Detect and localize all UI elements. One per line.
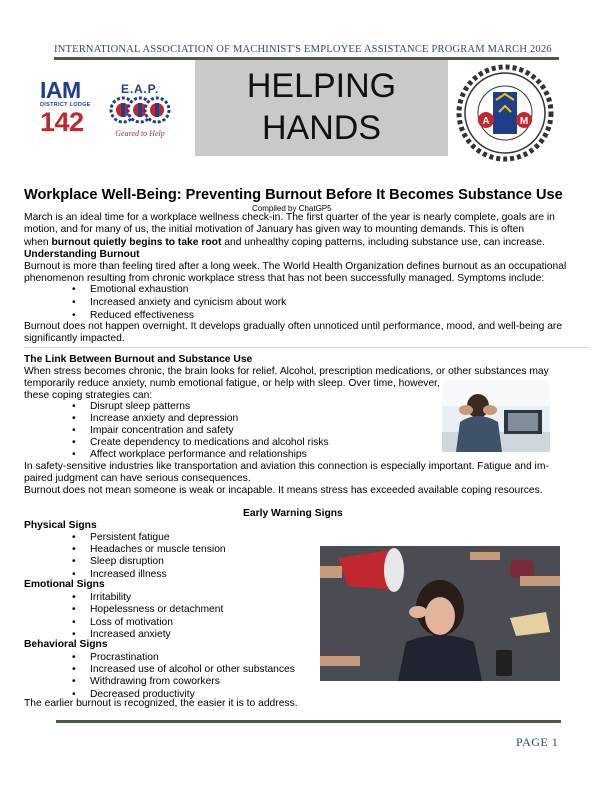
stressed-worker-illustration	[442, 380, 550, 452]
iam-logo-text: IAM	[40, 77, 81, 103]
eap-gears-icon	[109, 96, 171, 124]
list-item: • Increased illness	[72, 569, 167, 580]
safety-line-1: In safety-sensitive industries like transportation and aviation this connection is especially important. Fatigue and im-	[24, 461, 549, 472]
overnight-line-1: Burnout does not happen overnight. It develops gradually often unnoticed until performance, mood, and well-being are	[24, 321, 563, 332]
footer-rule	[56, 720, 561, 723]
article-title: Workplace Well-Being: Preventing Burnout Before It Becomes Substance Use	[24, 187, 563, 203]
list-item: • Increase anxiety and depression	[72, 413, 239, 424]
seal-gear-icon	[456, 64, 554, 162]
list-item: • Increased use of alcohol or other substances	[72, 664, 295, 675]
link-line-1: When stress becomes chronic, the brain looks for relief. Alcohol, prescription medications, or other substances may	[24, 366, 549, 377]
newsletter-title-line2: HANDS	[261, 109, 382, 147]
newsletter-title-box	[195, 60, 448, 156]
list-item: • Affect workplace performance and relationships	[72, 449, 307, 460]
newsletter-title-line1: HELPING	[246, 67, 397, 105]
seal-letter-m: M	[519, 116, 529, 127]
intro-line-1: March is an ideal time for a workplace wellness check-in. The first quarter of the year is nearly complete, goals are in	[24, 212, 555, 223]
safety-line-2: paired judgment can have serious consequences.	[24, 473, 251, 484]
intro-line-2: motion, and for many of us, the initial motivation of January has given way to mounting demands. This is often	[24, 224, 525, 235]
list-item: • Persistent fatigue	[72, 532, 170, 543]
list-item: • Create dependency to medications and alcohol risks	[72, 437, 329, 448]
list-item: • Disrupt sleep patterns	[72, 401, 191, 412]
intro-line-3-pre: when	[24, 237, 52, 248]
list-item: • Decreased productivity	[72, 689, 195, 700]
safety-line-3: Burnout does not mean someone is weak or incapable. It means stress has exceeded available coping resources.	[24, 485, 543, 496]
intro-line-3-post: and unhealthy coping patterns, including substance use, can increase.	[221, 237, 545, 248]
eap-logo-text: E.A.P.	[121, 82, 159, 96]
link-line-3: these coping strategies can:	[24, 390, 153, 401]
stressed-worker-photo	[442, 380, 550, 452]
eap-logo	[108, 82, 172, 138]
closing-line: The earlier burnout is recognized, the easier it is to address.	[24, 698, 298, 709]
iam-logo-subtext: DISTRICT LODGE	[40, 102, 91, 108]
intro-line-3	[24, 237, 545, 250]
newsletter-header: INTERNATIONAL ASSOCIATION OF MACHINIST'S EMPLOYEE ASSISTANCE PROGRAM MARCH 2026	[54, 44, 552, 55]
subheading-behavioral: Behavioral Signs	[24, 639, 108, 650]
overwhelmed-woman-illustration	[320, 546, 560, 681]
list-item: • Hopelessness or detachment	[72, 604, 224, 615]
list-item: • Emotional exhaustion	[72, 284, 189, 295]
link-line-2: temporarily reduce anxiety, numb emotional fatigue, or help with sleep. Over time, however,	[24, 378, 440, 389]
list-item: • Reduced effectiveness	[72, 310, 194, 321]
list-item: • Procrastination	[72, 652, 159, 663]
list-item: • Irritability	[72, 592, 132, 603]
list-item: • Increased anxiety and cynicism about work	[72, 297, 287, 308]
list-item: • Increased anxiety	[72, 629, 171, 640]
eap-tagline: Geared to Help	[115, 129, 165, 138]
subheading-physical: Physical Signs	[24, 520, 97, 531]
iam-district-lodge-logo	[40, 78, 96, 136]
list-item: • Headaches or muscle tension	[72, 544, 226, 555]
list-item: • Impair concentration and safety	[72, 425, 234, 436]
subheading-emotional: Emotional Signs	[24, 579, 105, 590]
section-heading-understanding: Understanding Burnout	[24, 249, 140, 260]
list-item: • Withdrawing from coworkers	[72, 676, 220, 687]
compiled-by: Compiled by ChatGP5	[252, 204, 332, 213]
intro-emphasis: burnout quietly begins to take root	[51, 237, 222, 248]
page-number: PAGE 1	[516, 735, 559, 749]
understanding-line-1: Burnout is more than feeling tired after a long week. The World Health Organization defines burnout as an occupational	[24, 261, 567, 272]
section-heading-link: The Link Between Burnout and Substance Use	[24, 354, 253, 365]
seal-letter-a: A	[482, 116, 490, 127]
section-divider	[24, 347, 589, 348]
understanding-line-2: phenomenon resulting from chronic workplace stress that has not been successfully managed. Symptoms include:	[24, 273, 545, 284]
iam-logo-number: 142	[40, 107, 84, 137]
list-item: • Sleep disruption	[72, 556, 164, 567]
overnight-line-2: significantly impacted.	[24, 333, 125, 344]
iam-seal-logo	[456, 64, 554, 167]
section-heading-warning-signs: Early Warning Signs	[243, 508, 343, 519]
overwhelmed-woman-photo	[320, 546, 560, 681]
list-item: • Loss of motivation	[72, 617, 173, 628]
